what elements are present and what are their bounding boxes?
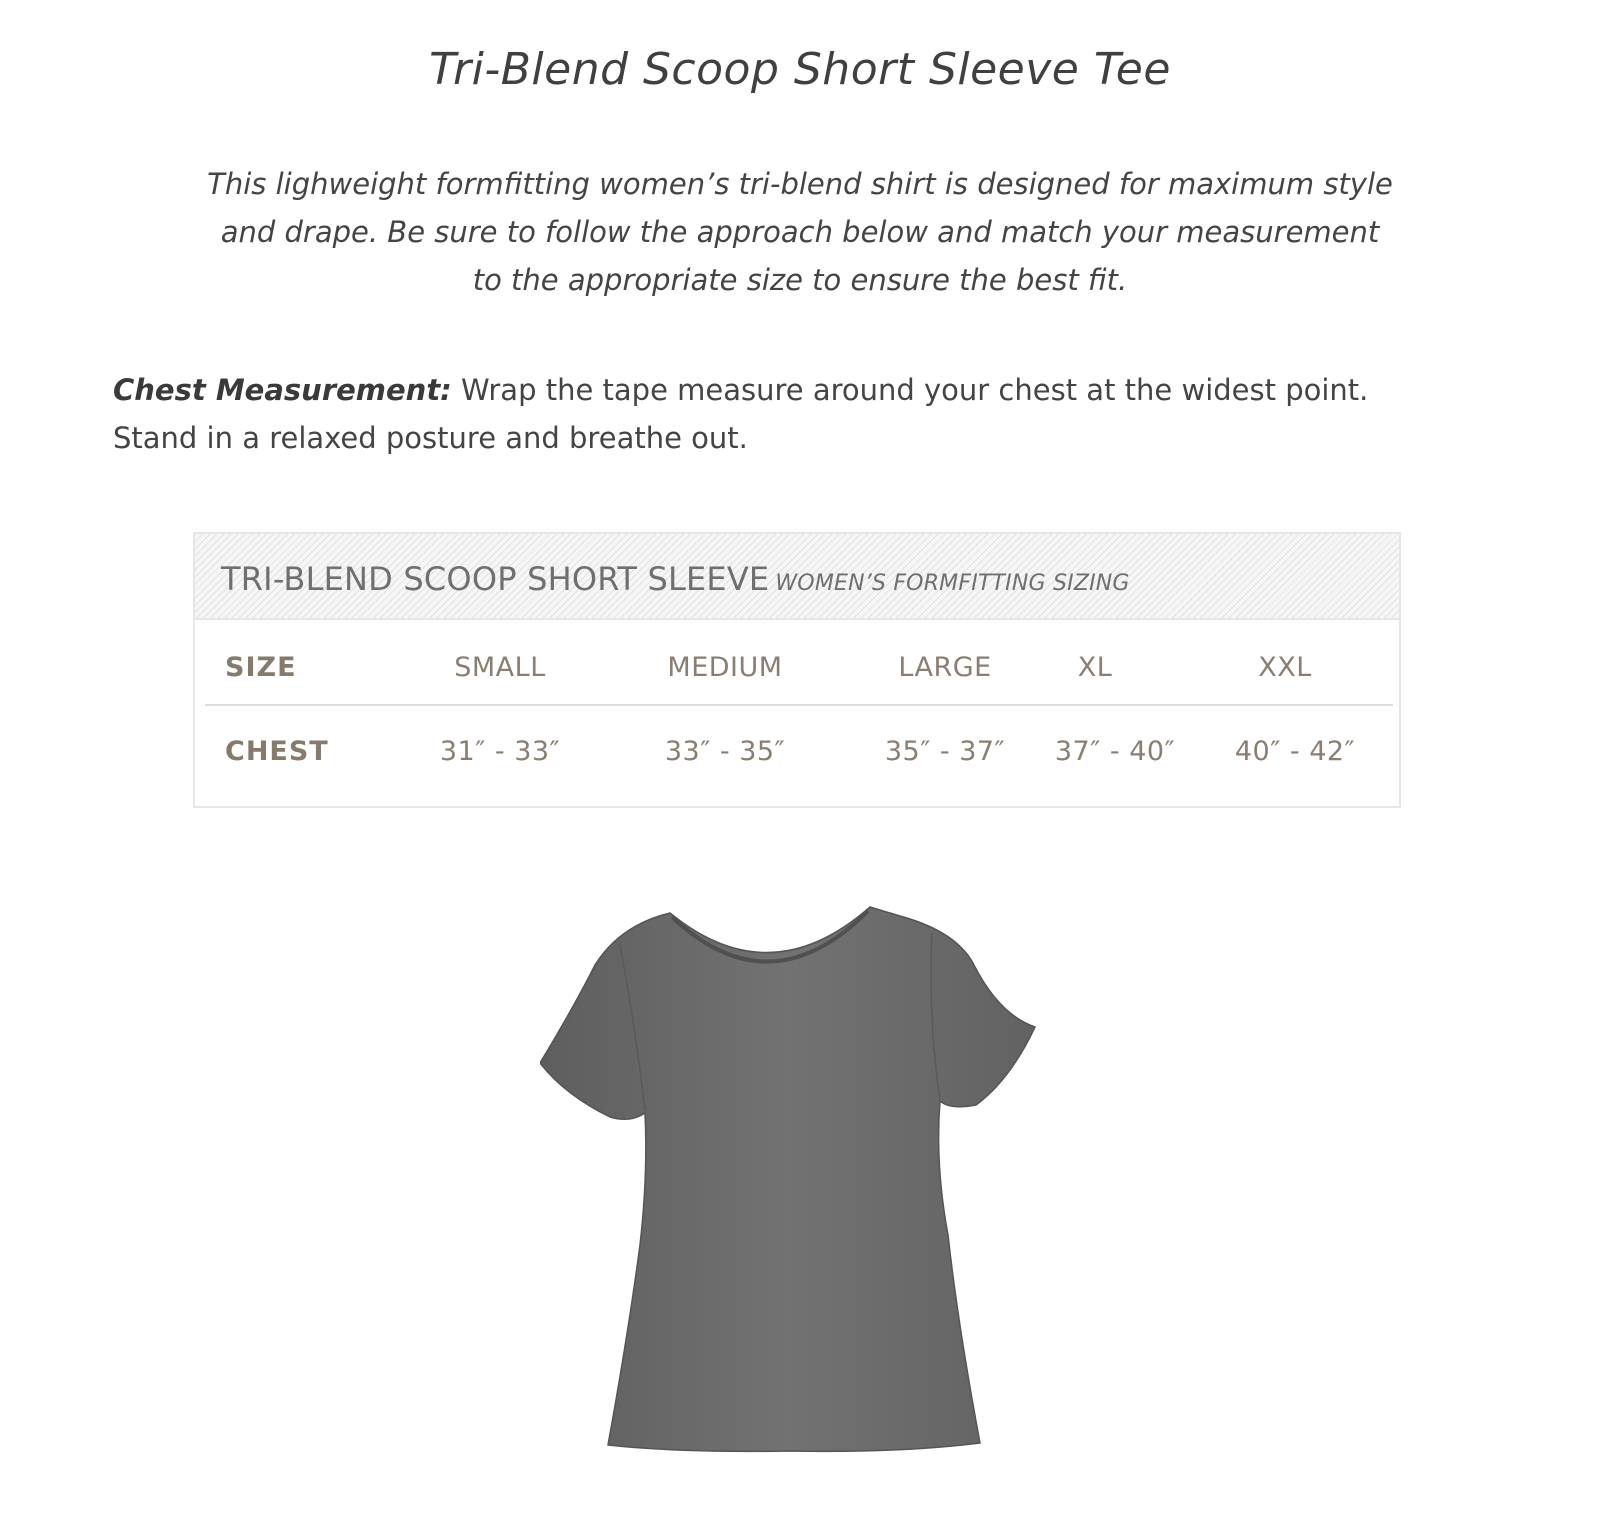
chest-cell-xl: 37″ - 40″	[1054, 736, 1176, 767]
measurement-instructions	[113, 366, 1513, 462]
chest-cell-medium: 33″ - 35″	[664, 736, 786, 767]
size-cell-medium: MEDIUM	[667, 652, 783, 683]
measurement-label: Chest Measurement:	[113, 373, 452, 407]
chest-cell-large: 35″ - 37″	[884, 736, 1006, 767]
measurement-line-2: Stand in a relaxed posture and breathe out.	[113, 421, 748, 455]
chest-cell-xxl: 40″ - 42″	[1234, 736, 1356, 767]
chest-cell-small: 31″ - 33″	[439, 736, 561, 767]
size-chart-title-sub: WOMEN’S FORMFITTING SIZING	[775, 571, 1130, 596]
size-cell-xl: XL	[1077, 652, 1113, 683]
chest-row-label: CHEST	[225, 736, 329, 767]
size-chart-header	[195, 534, 1399, 620]
size-row	[205, 638, 1393, 706]
size-cell-small: SMALL	[454, 652, 546, 683]
tee-body	[540, 907, 1035, 1451]
page-title: Tri-Blend Scoop Short Sleeve Tee	[429, 44, 1171, 95]
size-chart-title	[221, 560, 1130, 598]
description-line: to the appropriate size to ensure the best fit.	[472, 263, 1128, 297]
product-description	[110, 160, 1490, 304]
size-row-label: SIZE	[225, 652, 297, 683]
size-chart	[193, 532, 1401, 808]
size-cell-large: LARGE	[898, 652, 992, 683]
measurement-text: Wrap the tape measure around your chest at the widest point.	[461, 373, 1369, 407]
chest-row	[205, 722, 1393, 782]
scoop-neck-tshirt-icon	[540, 905, 1040, 1465]
description-line: This lighweight formfitting women’s tri-blend shirt is designed for maximum style	[207, 167, 1393, 201]
size-chart-title-main: TRI-BLEND SCOOP SHORT SLEEVE	[221, 560, 770, 598]
description-line: and drape. Be sure to follow the approach below and match your measurement	[220, 215, 1380, 249]
size-cell-xxl: XXL	[1258, 652, 1312, 683]
measurement-line	[113, 366, 1513, 414]
